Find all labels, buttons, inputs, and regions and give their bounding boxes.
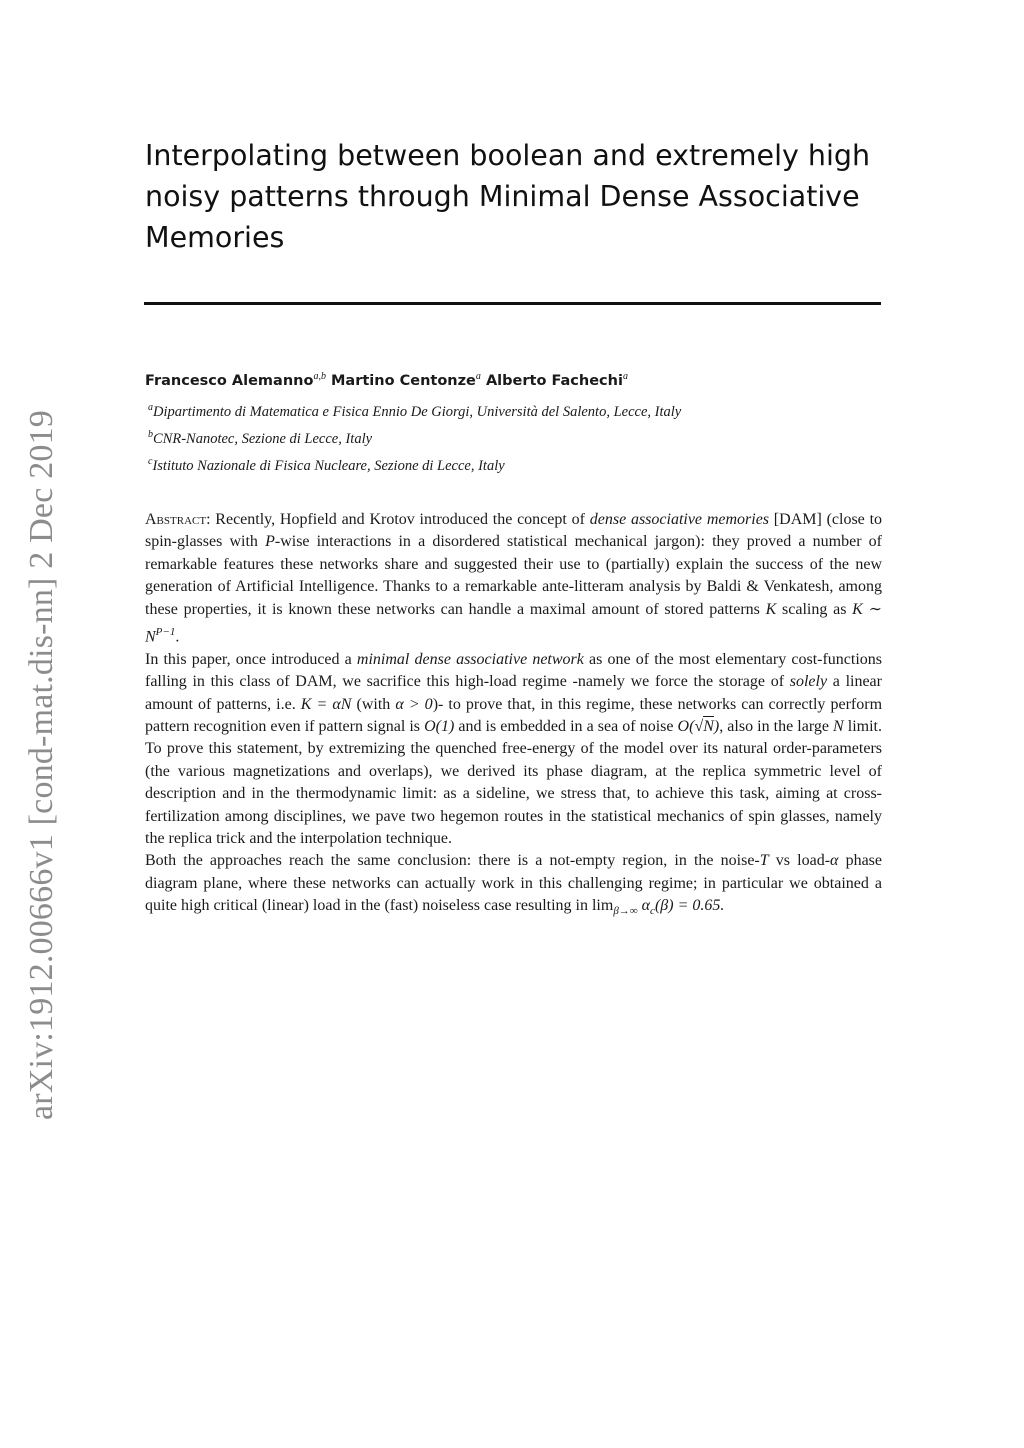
abstract-paragraph: Both the approaches reach the same conclusion: there is a not-empty region, in the noise-T vs load-α phase diagram plane, where these networks can actually work in this challenging regime; in particular we obtained a quite high critical (linear) load in the (fast) noiseless case resulting in $\lim_{\beta\to\infty} \alpha_c(\beta) = 0.65$. [145,852,882,918]
affiliation: $^c$Istituto Nazionale di Fisica Nucleare, Sezione di Lecce, Italy [148,456,505,474]
author-name: Francesco Alemanno [145,372,314,389]
affiliation: $^a$Dipartimento di Matematica e Fisica Ennio De Giorgi, Università del Salento, Lecce, Italy [148,402,682,420]
author-affil-mark: a [475,371,481,382]
author-affil-mark: a [622,371,628,382]
author-affil-mark: a,b [313,371,326,382]
author-name: Martino Centonze [331,372,476,389]
abstract-paragraph: Abstract: Recently, Hopfield and Krotov introduced the concept of dense associative memories [DAM] (close to spin-glasses with P-wise interactions in a disordered statistical mechanical jargon): they proved a number of remarkable features these networks share and suggested their use to (partially) explain the success of the new generation of Artificial Intelligence. Thanks to a remarkable ante-litteram analysis by Baldi & Venkatesh, among these properties, it is known these networks can handle a maximal amount of stored patterns K scaling as K ∼ $N^{P-1}$. [145,511,883,646]
title-rule [144,302,881,305]
abstract-label: Abstract [145,511,207,528]
author-list [145,371,628,389]
paper-title: Interpolating between boolean and extremely high noisy patterns through Minimal Dense Associative Memories [145,139,871,254]
author-name: Alberto Fachechi [485,372,623,389]
affiliation: $^b$CNR-Nanotec, Sezione di Lecce, Italy [148,429,373,447]
abstract [145,509,882,923]
arxiv-identifier: arXiv:1912.00666v1 [cond-mat.dis-nn] 2 Dec 2019 [23,409,60,1121]
abstract-paragraph: In this paper, once introduced a minimal dense associative network as one of the most elementary cost-functions falling in this class of DAM, we sacrifice this high-load regime -namely we force the storage of solely a linear amount of patterns, i.e. K = αN (with α > 0)- to prove that, in this regime, these networks can correctly perform pattern recognition even if pattern signal is O(1) and is embedded in a sea of noise O(√N), also in the large N limit. To prove this statement, by extremizing the quenched free-energy of the model over its natural order-parameters (the various magnetizations and overlaps), we derived its phase diagram, at the replica symmetric level of description and in the thermodynamic limit: as a sideline, we stress that, to achieve this task, aiming at cross-fertilization among disciplines, we pave two hegemon routes in the statistical mechanics of spin glasses, namely the replica trick and the interpolation technique. [145,650,883,848]
